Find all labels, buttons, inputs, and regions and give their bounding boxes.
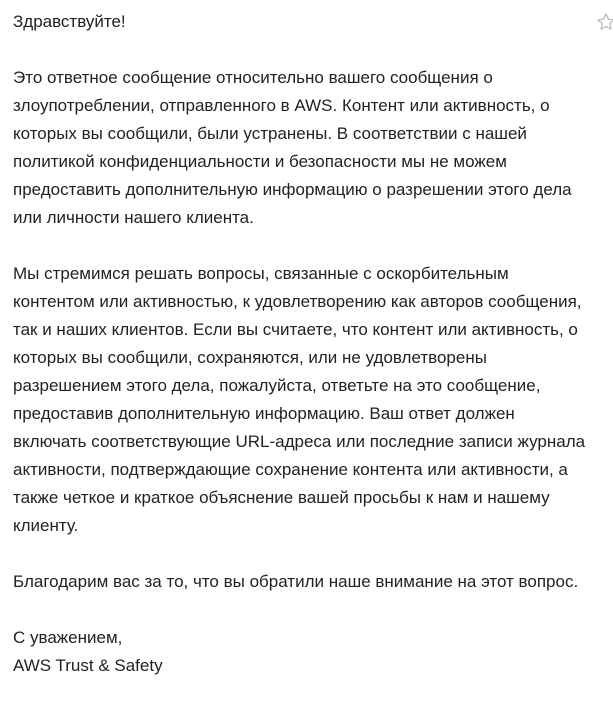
paragraph-1: Это ответное сообщение относительно вашего сообщения о злоупотреблении, отправленного в AWS. Контент или активность, о которых вы сообщили, были устранены. В соответствии с нашей политикой конфиденциальности и безопасности мы не можем предоставить дополнительную информацию о разрешении этого дела или личности нашего клиента.: [13, 68, 572, 227]
star-outline-icon: [596, 12, 613, 32]
greeting: Здравствуйте!: [13, 12, 126, 31]
paragraph-2: Мы стремимся решать вопросы, связанные с оскорбительным контентом или активностью, к удовлетворению как авторов сообщения, так и наших клиентов. Если вы считаете, что контент или активность, о которых вы сообщили, сохраняются, или не удовлетворены разрешением этого дела, пожалуйста, ответьте на это сообщение, предоставив дополнительную информацию. Ваш ответ должен включать соответствующие URL-адреса или последние записи журнала активности, подтверждающие сохранение контента или активности, а также четкое и краткое объяснение вашей просьбы к нам и нашему клиенту.: [13, 264, 586, 535]
signature: AWS Trust & Safety: [13, 656, 163, 675]
closing: С уважением,: [13, 628, 123, 647]
star-icon[interactable]: [596, 12, 613, 32]
paragraph-3: Благодарим вас за то, что вы обратили наше внимание на этот вопрос.: [13, 572, 579, 591]
